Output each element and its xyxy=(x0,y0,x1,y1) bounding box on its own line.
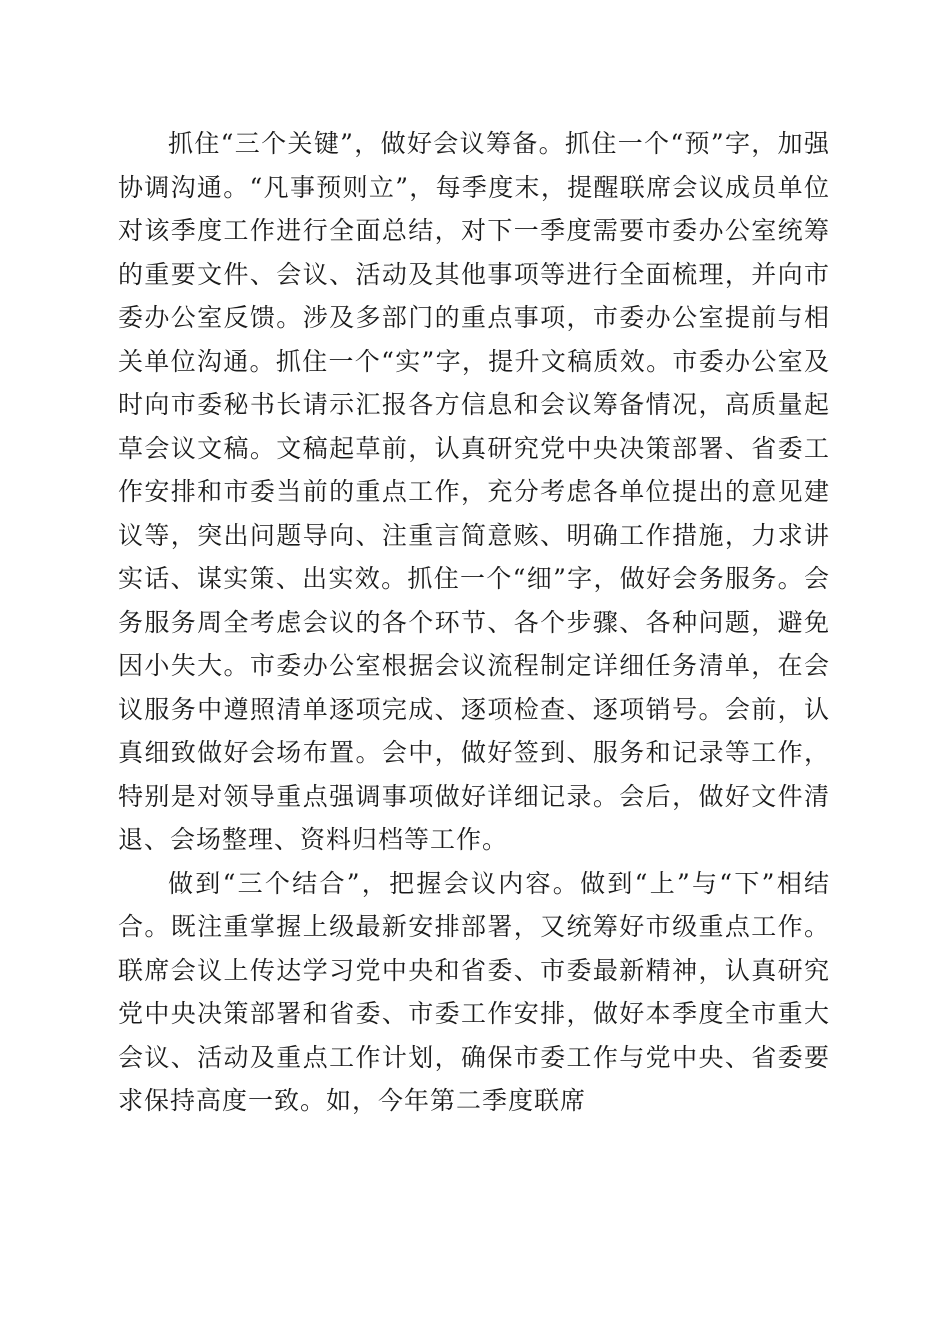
document-body xyxy=(118,122,830,1123)
paragraph-meeting-preparation: 抓住“三个关键”，做好会议筹备。抓住一个“预”字，加强协调沟通。“凡事预则立”，每季度末，提醒联席会议成员单位对该季度工作进行全面总结，对下一季度需要市委办公室统筹的重要文件、会议、活动及其他事项等进行全面梳理，并向市委办公室反馈。涉及多部门的重点事项，市委办公室提前与相关单位沟通。抓住一个“实”字，提升文稿质效。市委办公室及时向市委秘书长请示汇报各方信息和会议筹备情况，高质量起草会议文稿。文稿起草前，认真研究党中央决策部署、省委工作安排和市委当前的重点工作，充分考虑各单位提出的意见建议等，突出问题导向、注重言简意赅、明确工作措施，力求讲实话、谋实策、出实效。抓住一个“细”字，做好会务服务。会务服务周全考虑会议的各个环节、各个步骤、各种问题，避免因小失大。市委办公室根据会议流程制定详细任务清单，在会议服务中遵照清单逐项完成、逐项检查、逐项销号。会前，认真细致做好会场布置。会中，做好签到、服务和记录等工作，特别是对领导重点强调事项做好详细记录。会后，做好文件清退、会场整理、资料归档等工作。 xyxy=(118,129,830,854)
paragraph-meeting-content: 做到“三个结合”，把握会议内容。做到“上”与“下”相结合。既注重掌握上级最新安排部署，又统筹好市级重点工作。联席会议上传达学习党中央和省委、市委最新精神，认真研究党中央决策部署和省委、市委工作安排，做好本季度全市重大会议、活动及重点工作计划，确保市委工作与党中央、省委要求保持高度一致。如，今年第二季度联席 xyxy=(118,868,830,1115)
